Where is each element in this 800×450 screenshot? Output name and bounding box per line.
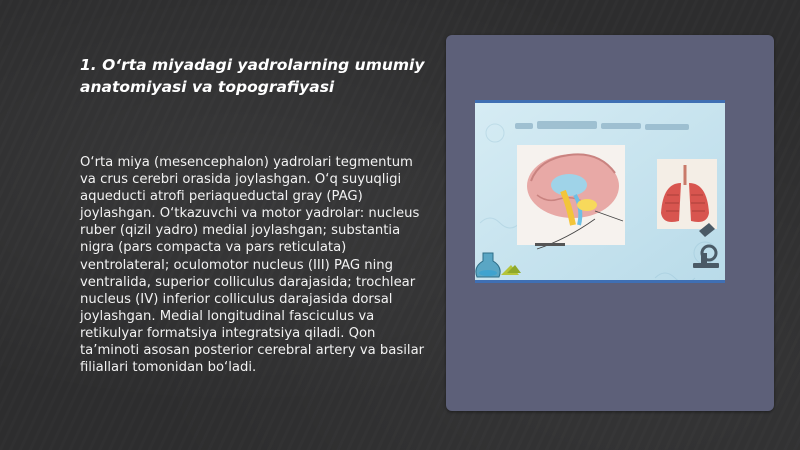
anatomy-image-graphic bbox=[475, 103, 725, 280]
brain-illustration-icon bbox=[517, 145, 625, 249]
anatomy-image bbox=[475, 100, 725, 283]
slide-body-text: O‘rta miya (mesencephalon) yadrolari tegmentum va crus cerebri orasida joylashgan. O‘q suyuqligi aqueducti atrofi periaqueductal gray (PAG) joylashgan. O‘tkazuvchi va motor yadrolar: nucleus ruber (qizil yadro) medial joylashgan; substantia nigra (pars compacta va pars reticulata) ventrolateral; oculomotor nucleus (III) PAG ning ventralida, superior colliculus darajasida; trochlear nucleus (IV) inferior colliculus darajasida dorsal joylashgan. Medial longitudinal fasciculus va retikulyar formatsiya integratsiya qiladi. Qon ta’minoti asosan posterior cerebral artery va basilar filiallari tomonidan bo‘ladi. bbox=[80, 155, 425, 376]
lungs-illustration-icon bbox=[657, 159, 717, 229]
slide-title: 1. O‘rta miyadagi yadrolarning umumiy anatomiyasi va topografiyasi bbox=[80, 56, 425, 96]
